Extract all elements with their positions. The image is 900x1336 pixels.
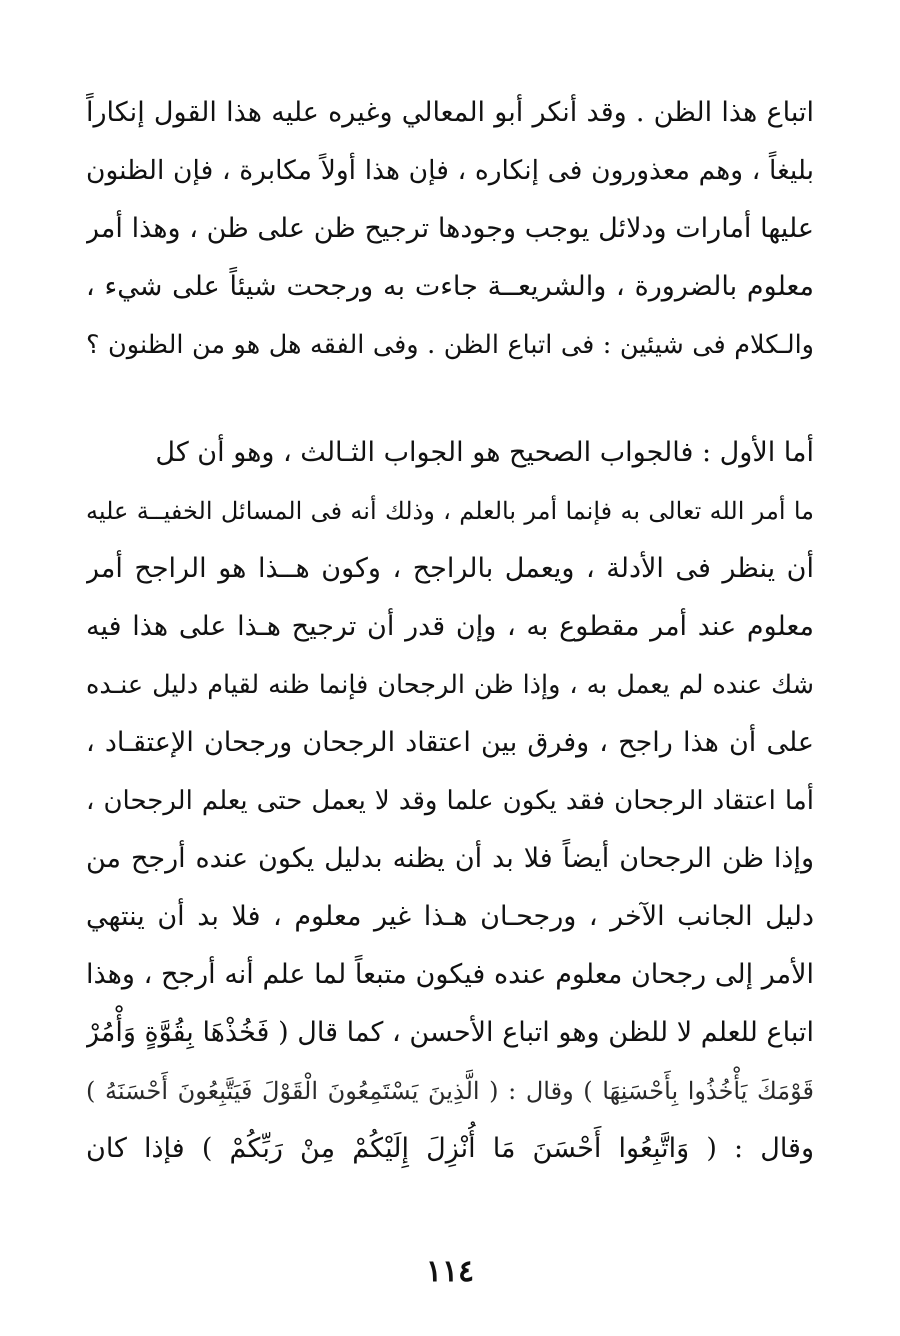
text-line: دليل الجانب الآخر ، ورجحـان هـذا غير معلوم ، فلا بد أن ينتهي <box>86 901 814 932</box>
text-line: معلوم بالضرورة ، والشريعــة جاءت به ورجحت شيئاً على شيء ، <box>86 271 814 302</box>
text-line: اتباع هذا الظن . وقد أنكر أبو المعالي وغيره عليه هذا القول إنكاراً <box>86 97 814 128</box>
quran-quote-line: قَوْمَكَ يَأْخُذُوا بِأَحْسَنِهَا ) وقال : ( الَّذِينَ يَسْتَمِعُونَ الْقَوْلَ فَيَتَّبِعُونَ أَحْسَنَهُ ) <box>86 1077 814 1105</box>
paragraph-1 <box>86 84 814 374</box>
text-line: أن ينظر فى الأدلة ، ويعمل بالراجح ، وكون هــذا هو الراجح أمر <box>86 553 814 584</box>
text-line: وإذا ظن الرجحان أيضاً فلا بد أن يظنه بدليل يكون عنده أرجح من <box>86 843 814 874</box>
text-line: عليها أمارات ودلائل يوجب وجودها ترجيح ظن على ظن ، وهذا أمر <box>86 213 814 244</box>
text-line: أما اعتقاد الرجحان فقد يكون علما وقد لا يعمل حتى يعلم الرجحان ، <box>86 786 814 816</box>
text-line: ما أمر الله تعالى به فإنما أمر بالعلم ، وذلك أنه فى المسائل الخفيــة عليه <box>86 497 814 525</box>
text-line: بليغاً ، وهم معذورون فى إنكاره ، فإن هذا أولاً مكابرة ، فإن الظنون <box>86 155 814 186</box>
text-line: على أن هذا راجح ، وفرق بين اعتقاد الرجحان ورجحان الإعتقـاد ، <box>86 727 814 758</box>
text-line: أما الأول : فالجواب الصحيح هو الجواب الثـالث ، وهو أن كل <box>155 437 814 468</box>
text-line: الأمر إلى رجحان معلوم عنده فيكون متبعاً لما علم أنه أرجح ، وهذا <box>86 959 814 990</box>
page-number: ١١٤ <box>425 1254 475 1289</box>
text-line: والـكلام فى شيئين : فى اتباع الظن . وفى الفقه هل هو من الظنون ؟ <box>86 330 814 360</box>
paragraph-2 <box>86 424 814 1178</box>
text-line: وقال : ( وَاتَّبِعُوا أَحْسَنَ مَا أُنْزِلَ إِلَيْكُمْ مِنْ رَبِّكُمْ ) فإذا كان <box>86 1133 814 1164</box>
text-line: اتباع للعلم لا للظن وهو اتباع الأحسن ، كما قال ( فَخُذْهَا بِقُوَّةٍ وَأْمُرْ <box>86 1017 814 1048</box>
text-line: معلوم عند أمر مقطوع به ، وإن قدر أن ترجيح هـذا على هذا فيه <box>86 611 814 642</box>
text-line: شك عنده لم يعمل به ، وإذا ظن الرجحان فإنما ظنه لقيام دليل عنـده <box>86 670 814 700</box>
